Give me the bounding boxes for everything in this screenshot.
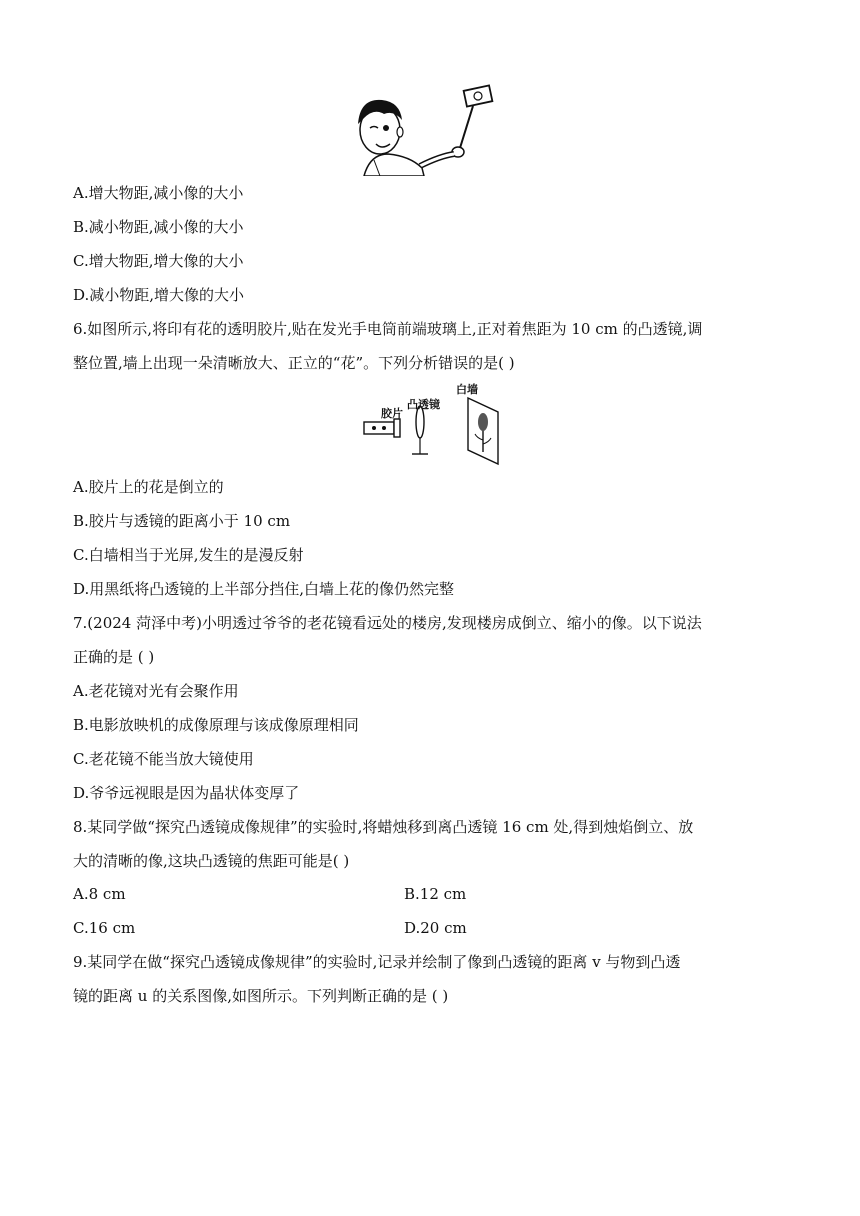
boy-magnifier-figure — [350, 84, 500, 176]
q7-option-b: B.电影放映机的成像原理与该成像原理相同 — [73, 716, 359, 734]
q7-option-c: C.老花镜不能当放大镜使用 — [73, 750, 254, 768]
q5-option-b: B.减小物距,减小像的大小 — [73, 218, 244, 236]
q8-stem-line1: 8.某同学做“探究凸透镜成像规律”的实验时,将蜡烛移到离凸透镜 16 cm 处,得到烛焰倒立、放 — [73, 818, 694, 836]
q8-option-c: C.16 cm — [73, 919, 136, 937]
q6-option-b: B.胶片与透镜的距离小于 10 cm — [73, 512, 291, 530]
figure-label-lens: 凸透镜 — [407, 398, 440, 411]
q8-stem-line2: 大的清晰的像,这块凸透镜的焦距可能是( ) — [73, 852, 350, 870]
q6-stem-line1: 6.如图所示,将印有花的透明胶片,贴在发光手电筒前端玻璃上,正对着焦距为 10 cm 的凸透镜,调 — [73, 320, 703, 338]
q8-option-d: D.20 cm — [404, 919, 467, 937]
q6-option-c: C.白墙相当于光屏,发生的是漫反射 — [73, 546, 304, 564]
q6-stem-line2: 整位置,墙上出现一朵清晰放大、正立的“花”。下列分析错误的是( ) — [73, 354, 515, 372]
q9-stem-line2: 镜的距离 u 的关系图像,如图所示。下列判断正确的是 ( ) — [73, 987, 449, 1005]
flashlight-lens-wall-figure — [360, 378, 510, 468]
q5-option-a: A.增大物距,减小像的大小 — [73, 184, 244, 202]
q8-option-b: B.12 cm — [404, 885, 467, 903]
q5-option-d: D.减小物距,增大像的大小 — [73, 286, 245, 304]
q9-stem-line1: 9.某同学在做“探究凸透镜成像规律”的实验时,记录并绘制了像到凸透镜的距离 v 与物到凸透 — [73, 953, 681, 971]
q7-stem-line2: 正确的是 ( ) — [73, 648, 155, 666]
q6-option-a: A.胶片上的花是倒立的 — [73, 478, 224, 496]
q6-option-d: D.用黑纸将凸透镜的上半部分挡住,白墙上花的像仍然完整 — [73, 580, 455, 598]
q5-option-c: C.增大物距,增大像的大小 — [73, 252, 244, 270]
q8-option-a: A.8 cm — [73, 885, 126, 903]
figure-label-wall: 白墙 — [456, 383, 478, 396]
figure-label-film: 胶片 — [381, 407, 403, 420]
q7-option-d: D.爷爷远视眼是因为晶状体变厚了 — [73, 784, 300, 802]
q7-option-a: A.老花镜对光有会聚作用 — [73, 682, 239, 700]
q7-stem-line1: 7.(2024 菏泽中考)小明透过爷爷的老花镜看远处的楼房,发现楼房成倒立、缩小的像。以下说法 — [73, 614, 702, 632]
